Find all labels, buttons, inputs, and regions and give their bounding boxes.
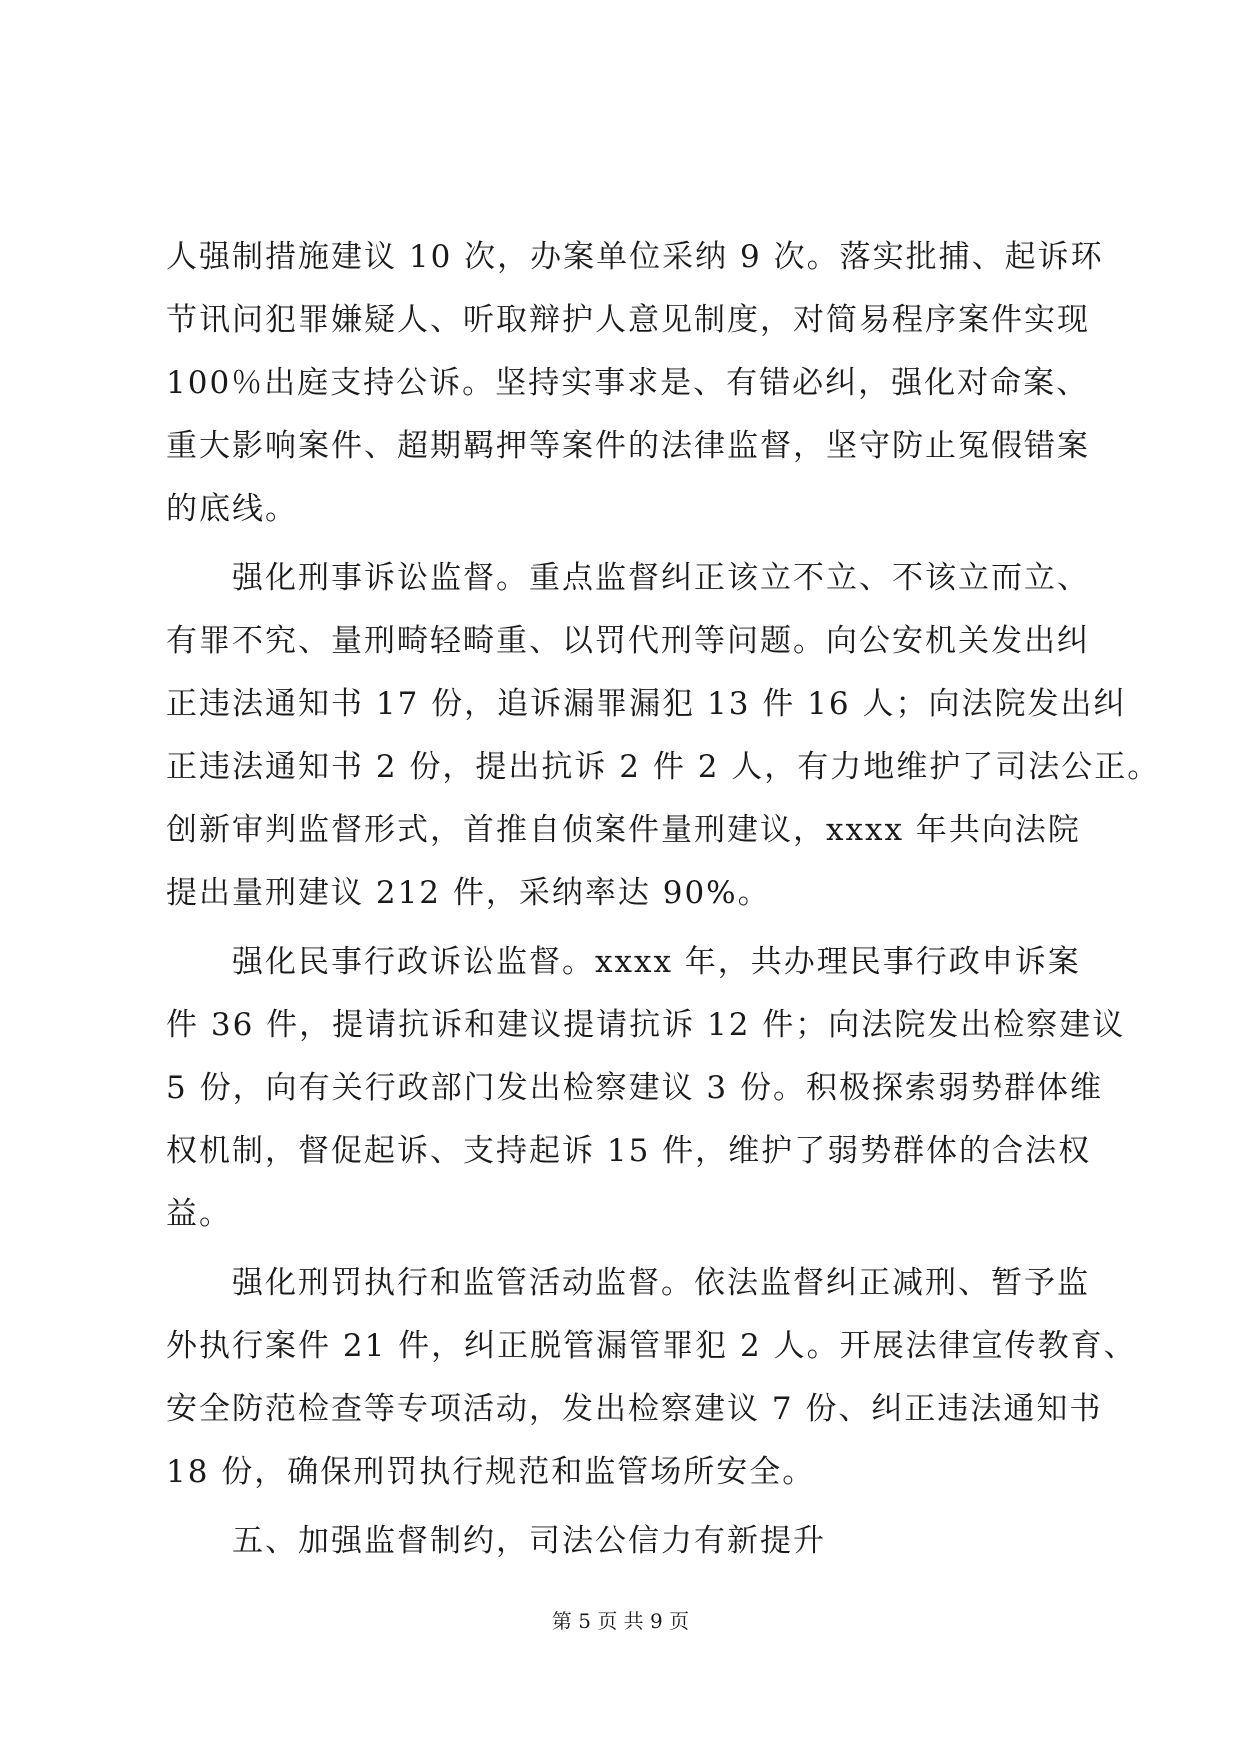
body-text-line: 正违法通知书 17 份，追诉漏罪漏犯 13 件 16 人；向法院发出纠 (166, 686, 1127, 722)
page-footer: 第 5 页 共 9 页 (551, 1609, 690, 1633)
body-text-line: 5 份，向有关行政部门发出检察建议 3 份。积极探索弱势群体维 (166, 1070, 1104, 1106)
body-text-line: 创新审判监督形式，首推自侦案件量刑建议，xxxx 年共向法院 (166, 812, 1081, 848)
body-text-line: 人强制措施建议 10 次，办案单位采纳 9 次。落实批捕、起诉环 (166, 239, 1104, 275)
body-text-line: 强化刑罚执行和监管活动监督。依法监督纠正减刑、暂予监 (232, 1265, 1090, 1301)
body-text-line: 节讯问犯罪嫌疑人、听取辩护人意见制度，对简易程序案件实现 (166, 302, 1090, 338)
body-text-line: 正违法通知书 2 份，提出抗诉 2 件 2 人，有力地维护了司法公正。 (166, 749, 1161, 785)
body-text-line: 重大影响案件、超期羁押等案件的法律监督，坚守防止冤假错案 (166, 428, 1090, 464)
body-text-line: 益。 (166, 1196, 232, 1232)
body-text-line: 提出量刑建议 212 件，采纳率达 90%。 (166, 875, 771, 911)
body-text-line: 强化民事行政诉讼监督。xxxx 年，共办理民事行政申诉案 (232, 944, 1081, 980)
body-text-line: 的底线。 (166, 491, 298, 527)
section-heading: 五、加强监督制约，司法公信力有新提升 (232, 1523, 826, 1559)
body-text-line: 18 份，确保刑罚执行规范和监管场所安全。 (166, 1454, 816, 1490)
body-text-line: 有罪不究、量刑畸轻畸重、以罚代刑等问题。向公安机关发出纠 (166, 623, 1090, 659)
body-text-line: 权机制，督促起诉、支持起诉 15 件，维护了弱势群体的合法权 (166, 1133, 1092, 1169)
body-text-line: 100％出庭支持公诉。坚持实事求是、有错必纠，强化对命案、 (166, 365, 1090, 401)
body-text-line: 安全防范检查等专项活动，发出检察建议 7 份、纠正违法通知书 (166, 1391, 1103, 1427)
body-text-line: 强化刑事诉讼监督。重点监督纠正该立不立、不该立而立、 (232, 560, 1090, 596)
body-text-line: 件 36 件，提请抗诉和建议提请抗诉 12 件；向法院发出检察建议 (166, 1007, 1126, 1043)
body-text-line: 外执行案件 21 件，纠正脱管漏管罪犯 2 人。开展法律宣传教育、 (166, 1328, 1137, 1364)
